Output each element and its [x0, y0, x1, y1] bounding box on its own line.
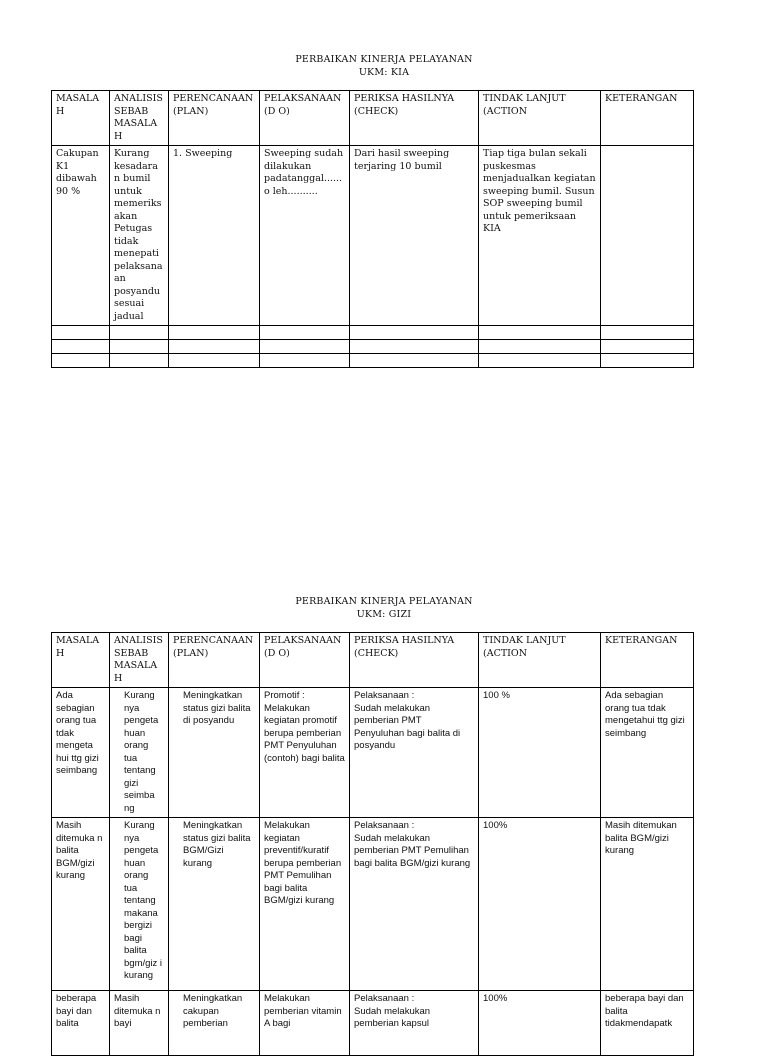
- header-keterangan: KETERANGAN: [601, 91, 694, 146]
- header-masalah: MASALAH: [52, 91, 110, 146]
- cell-perencanaan: Meningkatkan status gizi balita BGM/Gizi kurang: [169, 818, 260, 991]
- cell-keterangan: Masih ditemukan balita BGM/gizi kurang: [601, 818, 694, 991]
- header-keterangan: KETERANGAN: [601, 633, 694, 688]
- header-periksa: PERIKSA HASILNYA (CHECK): [350, 633, 479, 688]
- cell-keterangan: Ada sebagian orang tua tdak mengetahui ttg gizi seimbang: [601, 688, 694, 818]
- table-row: [52, 146, 694, 326]
- table-header-row: [52, 91, 694, 146]
- cell-periksa: Pelaksanaan : Sudah melakukan pemberian PMT Pemulihan bagi balita BGM/gizi kurang: [350, 818, 479, 991]
- cell-perencanaan: Meningkatkan status gizi balita di posyandu: [169, 688, 260, 818]
- section1-subtitle: UKM: KIA: [358, 67, 410, 78]
- table-row: [52, 688, 694, 818]
- cell-perencanaan: 1. Sweeping: [169, 146, 260, 326]
- cell-tindak-lanjut: 100%: [479, 818, 601, 991]
- empty-row: [52, 354, 694, 368]
- empty-row: [52, 326, 694, 340]
- cell-masalah: beberapa bayi dan balita: [52, 991, 110, 1056]
- header-masalah: MASALAH: [52, 633, 110, 688]
- cell-pelaksanaan: Promotif : Melakukan kegiatan promotif berupa pemberian PMT Penyuluhan (contoh) bagi balita: [260, 688, 350, 818]
- cell-pelaksanaan: Sweeping sudah dilakukan padatanggal......o leh..........: [260, 146, 350, 326]
- table-header-row: [52, 633, 694, 688]
- cell-analisis: Kurang nya pengeta huan orang tua tentang makana bergizi bagi balita bgm/giz i kurang: [110, 818, 169, 991]
- header-analisis: ANALISIS SEBAB MASALAH: [110, 91, 169, 146]
- table-row: [52, 818, 694, 991]
- cell-periksa: Dari hasil sweeping terjaring 10 bumil: [350, 146, 479, 326]
- header-periksa: PERIKSA HASILNYA (CHECK): [350, 91, 479, 146]
- cell-pelaksanaan: Melakukan kegiatan preventif/kuratif berupa pemberian PMT Pemulihan bagi balita BGM/gizi kurang: [260, 818, 350, 991]
- cell-analisis: Kurang kesadara n bumil untuk memeriks akan Petugas tidak menepati pelaksana an posyandu sesuai jadual: [110, 146, 169, 326]
- gizi-table: [51, 632, 694, 1056]
- section1-title: PERBAIKAN KINERJA PELAYANAN: [295, 54, 473, 65]
- cell-periksa: Pelaksanaan : Sudah melakukan pemberian PMT Penyuluhan bagi balita di posyandu: [350, 688, 479, 818]
- cell-tindak-lanjut: Tiap tiga bulan sekali puskesmas menjadualkan kegiatan sweeping bumil. Susun SOP sweeping bumil untuk pemeriksaan KIA: [479, 146, 601, 326]
- cell-analisis: Kurang nya pengeta huan orang tua tentang gizi seimba ng: [110, 688, 169, 818]
- header-tindak-lanjut: TINDAK LANJUT (ACTION: [479, 633, 601, 688]
- section2-title: PERBAIKAN KINERJA PELAYANAN: [295, 596, 473, 607]
- cell-tindak-lanjut: 100%: [479, 991, 601, 1056]
- empty-row: [52, 340, 694, 354]
- cell-masalah: Ada sebagian orang tua tdak mengeta hui ttg gizi seimbang: [52, 688, 110, 818]
- header-tindak-lanjut: TINDAK LANJUT (ACTION: [479, 91, 601, 146]
- cell-pelaksanaan: Melakukan pemberian vitamin A bagi: [260, 991, 350, 1056]
- cell-keterangan: [601, 146, 694, 326]
- section2-subtitle: UKM: GIZI: [356, 609, 412, 620]
- cell-perencanaan: Meningkatkan cakupan pemberian: [169, 991, 260, 1056]
- header-pelaksanaan: PELAKSANAAN (D O): [260, 633, 350, 688]
- cell-tindak-lanjut: 100 %: [479, 688, 601, 818]
- header-pelaksanaan: PELAKSANAAN (D O): [260, 91, 350, 146]
- table-row: [52, 991, 694, 1056]
- cell-analisis: Masih ditemuka n bayi: [110, 991, 169, 1056]
- cell-keterangan: beberapa bayi dan balita tidakmendapatk: [601, 991, 694, 1056]
- cell-masalah: Cakupan K1 dibawah 90 %: [52, 146, 110, 326]
- header-analisis: ANALISIS SEBAB MASALAH: [110, 633, 169, 688]
- cell-masalah: Masih ditemuka n balita BGM/gizi kurang: [52, 818, 110, 991]
- cell-periksa: Pelaksanaan : Sudah melakukan pemberian kapsul: [350, 991, 479, 1056]
- header-perencanaan: PERENCANAAN (PLAN): [169, 633, 260, 688]
- header-perencanaan: PERENCANAAN (PLAN): [169, 91, 260, 146]
- kia-table: [51, 90, 694, 368]
